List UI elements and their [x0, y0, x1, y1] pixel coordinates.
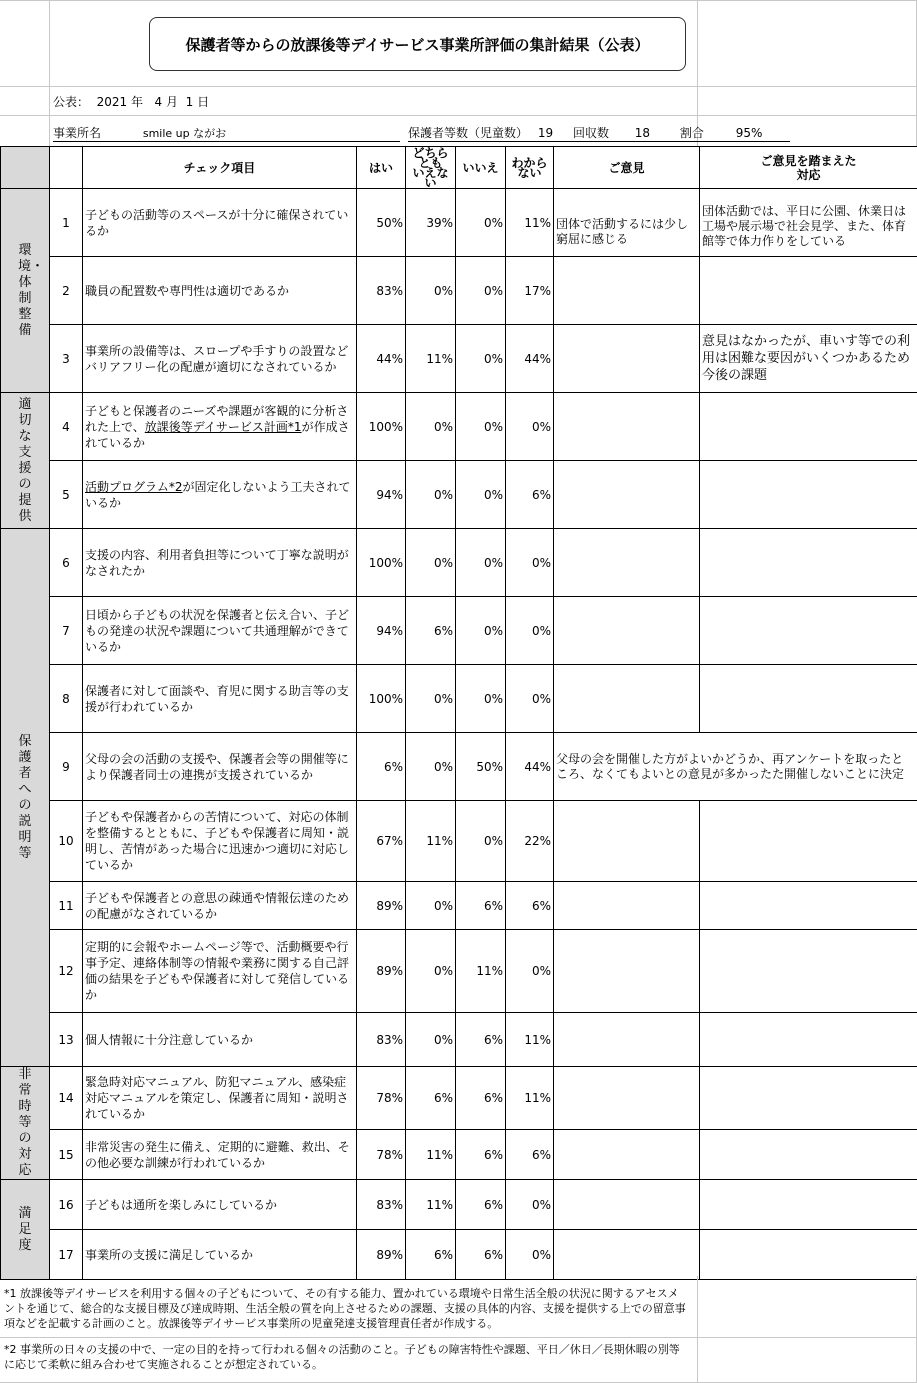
- unknown-pct: 0%: [506, 930, 554, 1013]
- unknown-pct: 0%: [506, 1180, 554, 1230]
- neither-pct: 0%: [406, 257, 456, 325]
- grid-line: [0, 0, 917, 1]
- unknown-pct: 11%: [506, 1067, 554, 1130]
- neither-pct: 11%: [406, 801, 456, 882]
- no-pct: 0%: [456, 257, 506, 325]
- row-number: 16: [50, 1180, 83, 1230]
- table-row: [1, 665, 917, 733]
- check-item: 子どもの活動等のスペースが十分に確保されているか: [83, 189, 357, 257]
- yes-pct: 78%: [357, 1130, 406, 1180]
- response-text: [700, 393, 917, 461]
- no-pct: 0%: [456, 325, 506, 393]
- publish-date: 公表： 2021 年 4 月 1 日: [53, 95, 210, 109]
- response-text: [700, 597, 917, 665]
- check-item: 定期的に会報やホームページ等で、活動概要や行事予定、連絡体制等の情報や業務に関する自己評価の結果を子どもや保護者に対して発信しているか: [83, 930, 357, 1013]
- opinion-text: [554, 257, 700, 325]
- neither-pct: 11%: [406, 325, 456, 393]
- unknown-pct: 0%: [506, 529, 554, 597]
- check-item: 個人情報に十分注意しているか: [83, 1013, 357, 1067]
- row-number: 17: [50, 1230, 83, 1280]
- opinion-text: [554, 1180, 700, 1230]
- response-text: [700, 1180, 917, 1230]
- table-row: [1, 1067, 917, 1130]
- opinion-text: [554, 1013, 700, 1067]
- unknown-pct: 11%: [506, 1013, 554, 1067]
- opinion-text: [554, 325, 700, 393]
- neither-pct: 0%: [406, 393, 456, 461]
- yes-pct: 50%: [357, 189, 406, 257]
- no-pct: 6%: [456, 1230, 506, 1280]
- yes-pct: 89%: [357, 882, 406, 930]
- yes-pct: 83%: [357, 257, 406, 325]
- yes-pct: 67%: [357, 801, 406, 882]
- unknown-pct: 0%: [506, 665, 554, 733]
- category-cell: 保護者への説明等: [1, 529, 50, 1067]
- row-number: 9: [50, 733, 83, 801]
- no-pct: 50%: [456, 733, 506, 801]
- unknown-pct: 6%: [506, 461, 554, 529]
- grid-line: [49, 0, 50, 146]
- yes-pct: 83%: [357, 1013, 406, 1067]
- yes-pct: 83%: [357, 1180, 406, 1230]
- row-number: 15: [50, 1130, 83, 1180]
- row-number: 4: [50, 393, 83, 461]
- check-item: 子どもや保護者からの苦情について、対応の体制を整備するとともに、子どもや保護者に周知・説明し、苦情があった場合に迅速かつ適切に対応しているか: [83, 801, 357, 882]
- response-text: [700, 665, 917, 733]
- unknown-pct: 0%: [506, 597, 554, 665]
- header-no: [50, 147, 83, 189]
- response-text: [700, 1130, 917, 1180]
- header-unknown: わからない: [506, 147, 554, 189]
- table-row: [1, 733, 917, 801]
- header-item: チェック項目: [83, 147, 357, 189]
- row-number: 6: [50, 529, 83, 597]
- response-text: [700, 882, 917, 930]
- header-neither: どちらとも いえない: [406, 147, 456, 189]
- unknown-pct: 0%: [506, 1230, 554, 1280]
- check-item: 緊急時対応マニュアル、防犯マニュアル、感染症対応マニュアルを策定し、保護者に周知・説明されているか: [83, 1067, 357, 1130]
- row-number: 11: [50, 882, 83, 930]
- header-row: [1, 147, 917, 189]
- no-pct: 0%: [456, 189, 506, 257]
- table-row: [1, 1230, 917, 1280]
- no-pct: 0%: [456, 393, 506, 461]
- unknown-pct: 11%: [506, 189, 554, 257]
- check-item: 活動プログラム*2が固定化しないよう工夫されているか: [83, 461, 357, 529]
- response-text: [700, 1067, 917, 1130]
- category-cell: 満足度: [1, 1180, 50, 1280]
- page-title: 保護者等からの放課後等デイサービス事業所評価の集計結果（公表）: [149, 17, 686, 71]
- table-row: [1, 1013, 917, 1067]
- unknown-pct: 17%: [506, 257, 554, 325]
- row-number: 8: [50, 665, 83, 733]
- row-number: 12: [50, 930, 83, 1013]
- no-pct: 0%: [456, 801, 506, 882]
- opinion-text: [554, 801, 700, 882]
- table-row: [1, 1180, 917, 1230]
- neither-pct: 0%: [406, 1013, 456, 1067]
- table-row: [1, 257, 917, 325]
- response-text: [700, 1230, 917, 1280]
- opinion-text: [554, 461, 700, 529]
- neither-pct: 11%: [406, 1130, 456, 1180]
- opinion-text: [554, 1067, 700, 1130]
- collection-stats: 保護者等数（児童数） 19 回収数 18 割合 95%: [408, 124, 790, 142]
- opinion-text: 父母の会を開催した方がよいかどうか、再アンケートを取ったところ、なくてもよいとの意見が多かったた開催しないことに決定: [554, 733, 917, 801]
- yes-pct: 94%: [357, 461, 406, 529]
- grid-line: [697, 1276, 698, 1383]
- check-item: 父母の会の活動の支援や、保護者会等の開催等により保護者同士の連携が支援されているか: [83, 733, 357, 801]
- yes-pct: 94%: [357, 597, 406, 665]
- response-text: 意見はなかったが、車いす等での利用は困難な要因がいくつかあるため今後の課題: [700, 325, 917, 393]
- table-row: [1, 393, 917, 461]
- row-number: 1: [50, 189, 83, 257]
- check-item: 職員の配置数や専門性は適切であるか: [83, 257, 357, 325]
- neither-pct: 0%: [406, 733, 456, 801]
- opinion-text: 団体で活動するには少し窮屈に感じる: [554, 189, 700, 257]
- unknown-pct: 44%: [506, 733, 554, 801]
- response-text: [700, 1013, 917, 1067]
- category-cell: 環境・体制整備: [1, 189, 50, 393]
- opinion-text: [554, 882, 700, 930]
- yes-pct: 78%: [357, 1067, 406, 1130]
- no-pct: 0%: [456, 461, 506, 529]
- no-pct: 6%: [456, 882, 506, 930]
- row-number: 14: [50, 1067, 83, 1130]
- no-pct: 11%: [456, 930, 506, 1013]
- check-item: 事業所の支援に満足しているか: [83, 1230, 357, 1280]
- check-item: 事業所の設備等は、スロープや手すりの設置などバリアフリー化の配慮が適切になされているか: [83, 325, 357, 393]
- row-number: 10: [50, 801, 83, 882]
- corner-cell: [1, 147, 50, 189]
- no-pct: 0%: [456, 665, 506, 733]
- neither-pct: 6%: [406, 1067, 456, 1130]
- unknown-pct: 44%: [506, 325, 554, 393]
- table-row: [1, 801, 917, 882]
- table-row: [1, 882, 917, 930]
- check-item: 子どもや保護者との意思の疎通や情報伝達のための配慮がなされているか: [83, 882, 357, 930]
- yes-pct: 89%: [357, 930, 406, 1013]
- no-pct: 0%: [456, 529, 506, 597]
- table-row: [1, 461, 917, 529]
- row-number: 7: [50, 597, 83, 665]
- neither-pct: 0%: [406, 529, 456, 597]
- table-row: [1, 930, 917, 1013]
- row-number: 5: [50, 461, 83, 529]
- check-item: 支援の内容、利用者負担等について丁寧な説明がなされたか: [83, 529, 357, 597]
- neither-pct: 11%: [406, 1180, 456, 1230]
- no-pct: 6%: [456, 1130, 506, 1180]
- neither-pct: 0%: [406, 930, 456, 1013]
- neither-pct: 0%: [406, 665, 456, 733]
- response-text: [700, 801, 917, 882]
- category-cell: 非常時等の対応: [1, 1067, 50, 1180]
- unknown-pct: 0%: [506, 393, 554, 461]
- table-row: [1, 1130, 917, 1180]
- no-pct: 6%: [456, 1067, 506, 1130]
- response-text: [700, 461, 917, 529]
- grid-line: [0, 86, 917, 87]
- yes-pct: 44%: [357, 325, 406, 393]
- office-name-field: 事業所名 smile up ながお: [53, 124, 400, 142]
- response-text: [700, 257, 917, 325]
- yes-pct: 100%: [357, 393, 406, 461]
- footnote-1: *1 放課後等デイサービスを利用する個々の子どもについて、その有する能力、置かれている環境や日常生活全般の状況に関するアセスメントを通じて、総合的な支援目標及び達成時期、生活全般の質を向上させるための課題、支援の具体的内容、支援を提供する上での留意事項などを記載する計画のこと。放課後等デイサービス事業所の児童発達支援管理責任者が作成する。: [4, 1287, 686, 1330]
- neither-pct: 0%: [406, 882, 456, 930]
- unknown-pct: 22%: [506, 801, 554, 882]
- check-item: 子どもは通所を楽しみにしているか: [83, 1180, 357, 1230]
- response-text: [700, 930, 917, 1013]
- check-item: 子どもと保護者のニーズや課題が客観的に分析された上で、放課後等デイサービス計画*1が作成されているか: [83, 393, 357, 461]
- opinion-text: [554, 665, 700, 733]
- header-response: ご意見を踏まえた 対応: [700, 147, 917, 189]
- response-text: 団体活動では、平日に公園、休業日は工場や展示場で社会見学、また、体育館等で体力作りをしている: [700, 189, 917, 257]
- row-number: 3: [50, 325, 83, 393]
- footnote-2: *2 事業所の日々の支援の中で、一定の目的を持って行われる個々の活動のこと。子どもの障害特性や課題、平日／休日／長期休暇の別等に応じて柔軟に組み合わせて実施されることが想定されている。: [4, 1343, 680, 1371]
- yes-pct: 6%: [357, 733, 406, 801]
- category-cell: 適切な支援の提供: [1, 393, 50, 529]
- table-row: [1, 325, 917, 393]
- yes-pct: 100%: [357, 529, 406, 597]
- yes-pct: 100%: [357, 665, 406, 733]
- opinion-text: [554, 1130, 700, 1180]
- check-item: 非常災害の発生に備え、定期的に避難、救出、その他必要な訓練が行われているか: [83, 1130, 357, 1180]
- header-opinion: ご意見: [554, 147, 700, 189]
- table-row: [1, 189, 917, 257]
- opinion-text: [554, 930, 700, 1013]
- yes-pct: 89%: [357, 1230, 406, 1280]
- evaluation-table: [0, 146, 917, 1280]
- no-pct: 0%: [456, 597, 506, 665]
- row-number: 13: [50, 1013, 83, 1067]
- unknown-pct: 6%: [506, 882, 554, 930]
- no-pct: 6%: [456, 1180, 506, 1230]
- header-yes: はい: [357, 147, 406, 189]
- opinion-text: [554, 597, 700, 665]
- opinion-text: [554, 529, 700, 597]
- response-text: [700, 529, 917, 597]
- grid-line: [0, 1337, 917, 1338]
- table-row: [1, 529, 917, 597]
- unknown-pct: 6%: [506, 1130, 554, 1180]
- opinion-text: [554, 393, 700, 461]
- row-number: 2: [50, 257, 83, 325]
- neither-pct: 39%: [406, 189, 456, 257]
- no-pct: 6%: [456, 1013, 506, 1067]
- neither-pct: 6%: [406, 597, 456, 665]
- neither-pct: 6%: [406, 1230, 456, 1280]
- neither-pct: 0%: [406, 461, 456, 529]
- table-row: [1, 597, 917, 665]
- grid-line: [0, 115, 917, 116]
- opinion-text: [554, 1230, 700, 1280]
- check-item: 日頃から子どもの状況を保護者と伝え合い、子どもの発達の状況や課題について共通理解ができているか: [83, 597, 357, 665]
- check-item: 保護者に対して面談や、育児に関する助言等の支援が行われているか: [83, 665, 357, 733]
- header-no-answer: いいえ: [456, 147, 506, 189]
